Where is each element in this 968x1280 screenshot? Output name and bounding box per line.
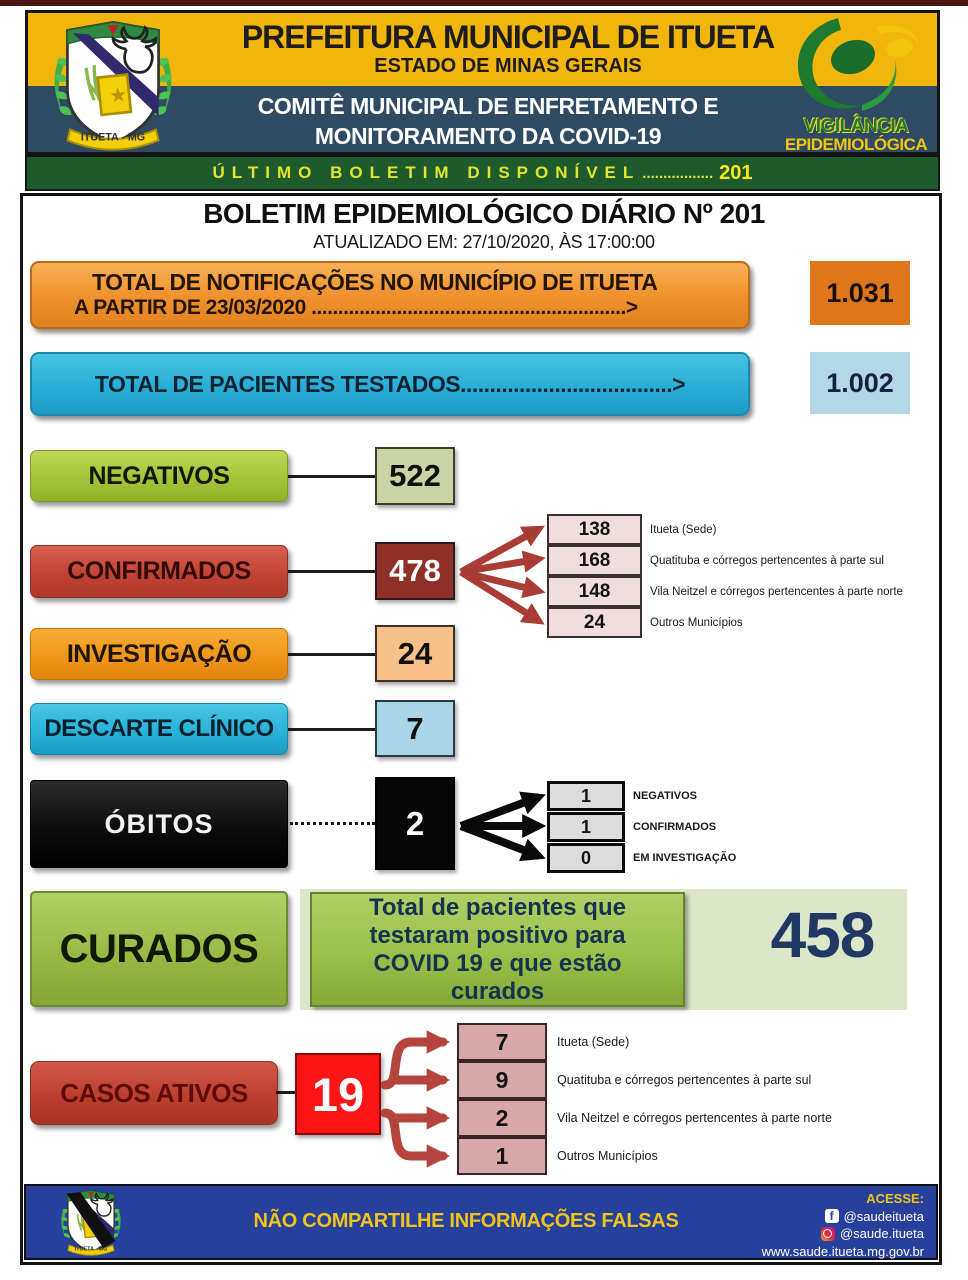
- committee-line1: COMITÊ MUNICIPAL DE ENFRETAMENTO E: [257, 93, 719, 119]
- notifications-line2: A PARTIR DE 23/03/2020 ...........................................................>: [74, 296, 638, 319]
- confirmados-breakdown-box: 24: [547, 607, 642, 638]
- casos-ativos-button: CASOS ATIVOS: [30, 1061, 278, 1125]
- confirmados-value: 478: [375, 542, 455, 600]
- confirmados-breakdown-label: Outros Municípios: [650, 616, 743, 629]
- facebook-handle: @saudeitueta: [843, 1208, 924, 1224]
- municipality-title: PREFEITURA MUNICIPAL DE ITUETA: [241, 19, 775, 55]
- header: [25, 10, 940, 155]
- curados-button: CURADOS: [30, 891, 288, 1007]
- notifications-line1: TOTAL DE NOTIFICAÇÕES NO MUNICÍPIO DE ITUETA: [92, 269, 658, 295]
- vigilancia-text-line1: VIGILÂNCIA: [803, 116, 909, 137]
- descarte-connector: [288, 728, 375, 731]
- tested-bar: [30, 352, 750, 416]
- obitos-value: 2: [375, 777, 455, 870]
- vigilancia-logo: [781, 15, 931, 155]
- casos-ativos-arrows-icon: [381, 1025, 459, 1173]
- notifications-bar: [30, 261, 750, 329]
- obitos-fan-arrows-icon: [455, 780, 550, 872]
- casos-ativos-value: 19: [295, 1053, 381, 1135]
- itueta-coat-of-arms-icon: [38, 17, 188, 151]
- negativos-value: 522: [375, 447, 455, 505]
- footer-coat-of-arms-icon: [54, 1188, 128, 1256]
- casos-ativos-breakdown-box: 7: [457, 1023, 547, 1061]
- investigacao-value: 24: [375, 625, 455, 682]
- instagram-link[interactable]: [664, 1225, 924, 1243]
- curados-value: 458: [770, 899, 875, 971]
- descarte-value: 7: [375, 700, 455, 757]
- investigacao-connector: [288, 653, 375, 656]
- obitos-breakdown-label: EM INVESTIGAÇÃO: [633, 852, 737, 864]
- negativos-button: NEGATIVOS: [30, 450, 288, 502]
- last-bulletin-number: 201: [719, 161, 753, 184]
- casos-ativos-breakdown-box: 1: [457, 1137, 547, 1175]
- investigacao-button: INVESTIGAÇÃO: [30, 628, 288, 680]
- obitos-breakdown-label: CONFIRMADOS: [633, 821, 717, 833]
- footer: [24, 1184, 938, 1260]
- negativos-connector: [288, 475, 375, 478]
- obitos-button: ÓBITOS: [30, 780, 288, 868]
- confirmados-fan-arrows-icon: [455, 505, 550, 645]
- instagram-icon: [821, 1227, 835, 1241]
- obitos-breakdown-label: NEGATIVOS: [633, 790, 697, 802]
- casos-ativos-breakdown-label: Quatituba e córregos pertencentes à parte sul: [557, 1073, 812, 1087]
- facebook-link[interactable]: [664, 1208, 924, 1226]
- obitos-breakdown-box: 1: [547, 781, 625, 811]
- casos-ativos-breakdown-box: 9: [457, 1061, 547, 1099]
- confirmados-connector: [288, 570, 375, 573]
- confirmados-breakdown-label: Quatituba e córregos pertencentes à parte sul: [650, 554, 884, 567]
- last-bulletin-label: ÚLTIMO BOLETIM DISPONÍVEL: [212, 163, 641, 182]
- casos-ativos-breakdown-label: Vila Neitzel e córregos pertencentes à parte norte: [557, 1111, 832, 1125]
- last-bulletin-dots: .................: [642, 164, 714, 182]
- vigilancia-swoosh-icon: [781, 15, 931, 111]
- casos-ativos-breakdown-label: Outros Municípios: [557, 1149, 658, 1163]
- confirmados-breakdown-box: 148: [547, 576, 642, 607]
- curados-description: Total de pacientes que testaram positivo para COVID 19 e que estão curados: [310, 892, 685, 1007]
- footer-message: NÃO COMPARTILHE INFORMAÇÕES FALSAS: [253, 1210, 679, 1232]
- obitos-connector: [290, 822, 375, 825]
- footer-links: [664, 1190, 924, 1260]
- bulletin-updated: ATUALIZADO EM: 27/10/2020, ÀS 17:00:00: [313, 232, 655, 252]
- casos-ativos-breakdown-box: 2: [457, 1099, 547, 1137]
- access-label: ACESSE:: [866, 1191, 924, 1206]
- instagram-handle: @saude.itueta: [839, 1226, 924, 1242]
- state-subtitle: ESTADO DE MINAS GERAIS: [374, 55, 642, 77]
- tested-label: TOTAL DE PACIENTES TESTADOS....................................>: [94, 370, 686, 397]
- confirmados-breakdown-box: 168: [547, 545, 642, 576]
- tested-value: 1.002: [810, 352, 910, 414]
- casos-ativos-connector: [276, 1091, 296, 1094]
- facebook-icon: f: [825, 1209, 839, 1223]
- confirmados-button: CONFIRMADOS: [30, 545, 288, 598]
- confirmados-breakdown-label: Vila Neitzel e córregos pertencentes à parte norte: [650, 585, 903, 598]
- confirmados-breakdown-box: 138: [547, 514, 642, 545]
- last-bulletin-band: [25, 155, 940, 191]
- obitos-breakdown-box: 0: [547, 843, 625, 873]
- confirmados-breakdown-label: Itueta (Sede): [650, 523, 717, 536]
- top-border-strip: [0, 0, 968, 6]
- vigilancia-text-line2: EPIDEMIOLÓGICA: [784, 135, 928, 154]
- casos-ativos-breakdown-label: Itueta (Sede): [557, 1035, 630, 1049]
- bulletin-title: BOLETIM EPIDEMIOLÓGICO DIÁRIO Nº 201: [203, 198, 765, 229]
- notifications-value: 1.031: [810, 261, 910, 325]
- descarte-button: DESCARTE CLÍNICO: [30, 703, 288, 755]
- committee-line2: MONITORAMENTO DA COVID-19: [314, 123, 662, 149]
- website-link[interactable]: www.saude.itueta.mg.gov.br: [761, 1243, 924, 1259]
- obitos-breakdown-box: 1: [547, 812, 625, 842]
